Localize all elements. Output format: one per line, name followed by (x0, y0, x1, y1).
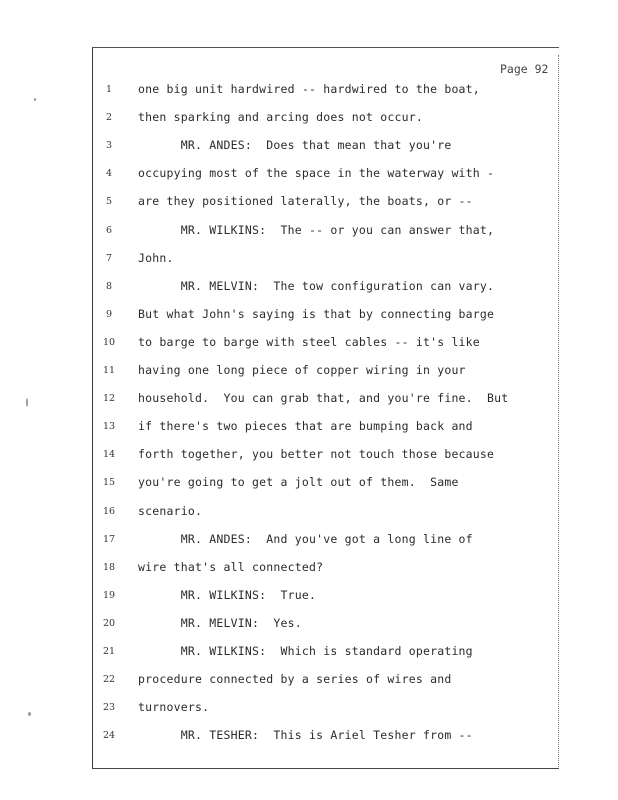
transcript-line (0, 307, 618, 327)
line-number: 15 (102, 477, 116, 489)
line-text: forth together, you better not touch those because (138, 447, 495, 462)
line-number: 19 (102, 589, 116, 601)
line-text: household. You can grab that, and you're fine. But (138, 391, 509, 406)
transcript-line (0, 475, 618, 495)
transcript-line (0, 419, 618, 439)
line-number: 1 (105, 84, 113, 95)
line-text: MR. WILKINS: The -- or you can answer that, (138, 222, 495, 237)
transcript-line (0, 194, 618, 214)
line-number: 7 (105, 252, 113, 264)
line-number: 20 (102, 617, 116, 629)
transcript-line (0, 138, 618, 158)
line-number: 16 (102, 505, 116, 517)
line-text: are they positioned laterally, the boats, or -- (138, 194, 473, 209)
line-text: then sparking and arcing does not occur. (138, 110, 423, 125)
line-number: 14 (102, 449, 116, 461)
line-number: 4 (105, 168, 113, 180)
transcript-line (0, 588, 618, 608)
line-text: having one long piece of copper wiring in your (138, 363, 466, 377)
transcript-line (0, 644, 618, 664)
transcript-line (0, 335, 618, 355)
line-text: MR. MELVIN: Yes. (138, 615, 302, 630)
line-number: 18 (102, 561, 116, 573)
line-number: 9 (105, 308, 113, 320)
line-text: wire that's all connected? (138, 559, 324, 574)
transcript-line (0, 560, 618, 580)
line-text: MR. ANDES: And you've got a long line of (138, 531, 473, 546)
transcript-line (0, 532, 618, 552)
line-number: 22 (102, 674, 116, 686)
line-text: if there's two pieces that are bumping back and (138, 419, 473, 434)
transcript-line (0, 110, 618, 130)
line-text: one big unit hardwired -- hardwired to the boat, (138, 82, 480, 96)
line-number: 10 (102, 336, 116, 348)
transcript-line (0, 447, 618, 467)
line-text: scenario. (138, 503, 203, 518)
transcript-line (0, 616, 618, 636)
line-number: 23 (102, 702, 116, 714)
line-text: occupying most of the space in the waterway with - (138, 166, 495, 181)
line-text: But what John's saying is that by connecting barge (138, 306, 495, 321)
line-text: procedure connected by a series of wires and (138, 672, 452, 687)
line-number: 3 (105, 140, 113, 152)
transcript-line (0, 251, 618, 271)
line-text: you're going to get a jolt out of them. Same (138, 475, 459, 490)
line-text: MR. WILKINS: True. (138, 587, 317, 602)
line-number: 21 (102, 646, 116, 657)
transcript-line (0, 223, 618, 243)
transcript-line (0, 504, 618, 524)
transcript-line (0, 672, 618, 692)
line-text: to barge to barge with steel cables -- it's like (138, 334, 480, 349)
line-text: MR. TESHER: This is Ariel Tesher from -- (138, 728, 473, 743)
line-number: 8 (105, 280, 113, 292)
transcript-line (0, 166, 618, 186)
line-text: turnovers. (138, 700, 210, 715)
line-number: 12 (102, 393, 116, 405)
transcript-line (0, 700, 618, 720)
line-text: John. (138, 250, 174, 265)
transcript-line (0, 279, 618, 299)
transcript-line (0, 82, 618, 102)
transcript-line (0, 391, 618, 411)
line-text: MR. WILKINS: Which is standard operating (138, 644, 473, 658)
page-number: Page 92 (500, 62, 549, 76)
line-number: 2 (105, 112, 113, 124)
line-number: 13 (102, 421, 116, 433)
line-number: 6 (105, 224, 113, 236)
transcript-line (0, 728, 618, 748)
line-number: 5 (105, 196, 113, 208)
line-text: MR. ANDES: Does that mean that you're (138, 138, 452, 153)
transcript-line (0, 363, 618, 383)
line-text: MR. MELVIN: The tow configuration can vary. (138, 278, 495, 293)
line-number: 11 (102, 365, 116, 376)
line-number: 24 (102, 730, 116, 742)
line-number: 17 (102, 533, 116, 545)
